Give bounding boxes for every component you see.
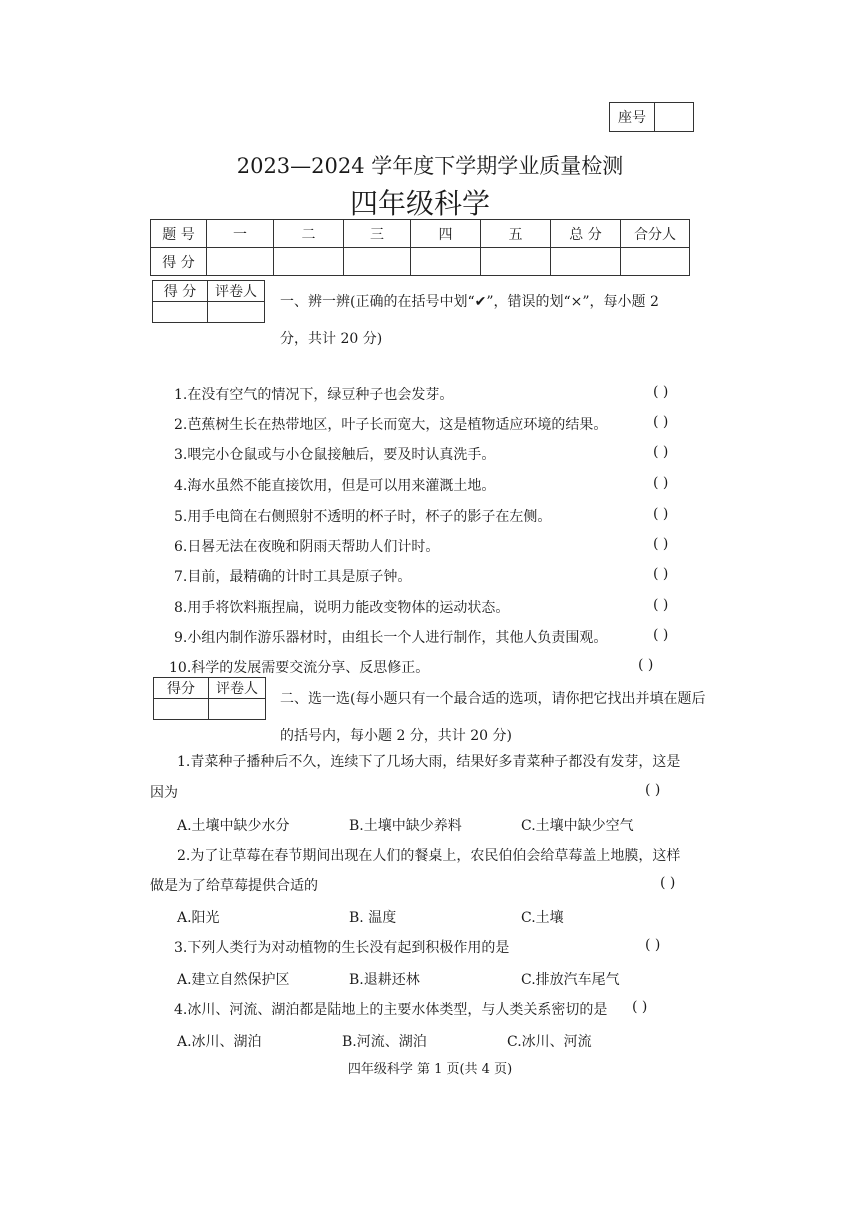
- tf-question-10: 10.科学的发展需要交流分享、反思修正。: [169, 660, 430, 676]
- answer-paren[interactable]: ( ): [653, 506, 669, 522]
- score-input-cell[interactable]: [207, 248, 274, 276]
- tf-question-8: 8.用手将饮料瓶捏扁，说明力能改变物体的运动状态。: [174, 600, 510, 616]
- score-table-header-row: [151, 220, 690, 248]
- answer-paren[interactable]: ( ): [653, 414, 669, 430]
- score-table-score-row: [151, 248, 690, 276]
- option-c[interactable]: C.土壤: [521, 910, 564, 926]
- score-input-cell[interactable]: [551, 248, 621, 276]
- answer-paren[interactable]: ( ): [653, 536, 669, 552]
- answer-paren[interactable]: ( ): [653, 444, 669, 460]
- mc-question-2-cont: 做是为了给草莓提供合适的: [150, 878, 318, 894]
- grader-score-label: 得 分: [153, 281, 208, 302]
- answer-paren[interactable]: ( ): [653, 566, 669, 582]
- score-input-cell[interactable]: [481, 248, 551, 276]
- mc-question-1-cont: 因为: [150, 785, 178, 801]
- score-table-cell: 三: [344, 220, 411, 248]
- answer-paren[interactable]: ( ): [645, 782, 661, 798]
- seat-value[interactable]: [655, 103, 694, 132]
- score-table-cell: 合分人: [621, 220, 690, 248]
- option-a[interactable]: A.冰川、湖泊: [177, 1034, 262, 1050]
- page-footer: 四年级科学 第 1 页(共 4 页): [347, 1062, 513, 1077]
- section2-instructions: [280, 681, 720, 755]
- score-table-cell: 五: [481, 220, 551, 248]
- seat-label: 座号: [610, 103, 655, 132]
- answer-paren[interactable]: ( ): [653, 475, 669, 491]
- tf-question-1: 1.在没有空气的情况下，绿豆种子也会发芽。: [174, 387, 454, 403]
- section2-instructions-line: 二、选一选(每小题只有一个最合适的选项，请你把它找出并填在题后: [280, 691, 706, 707]
- option-a[interactable]: A.建立自然保护区: [177, 972, 290, 988]
- grader-name-cell[interactable]: [208, 302, 265, 323]
- section2-instructions-line: 的括号内，每小题 2 分，共计 20 分): [280, 728, 512, 744]
- score-table-cell: 二: [274, 220, 344, 248]
- score-input-cell[interactable]: [274, 248, 344, 276]
- section1-instructions-line: 分，共计 20 分): [280, 331, 383, 347]
- option-c[interactable]: C.冰川、河流: [507, 1034, 592, 1050]
- answer-paren[interactable]: ( ): [645, 937, 661, 953]
- tf-question-3: 3.喂完小仓鼠或与小仓鼠接触后，要及时认真洗手。: [174, 447, 496, 463]
- score-table-cell: 得 分: [151, 248, 207, 276]
- score-table-cell: 一: [207, 220, 274, 248]
- score-input-cell[interactable]: [621, 248, 690, 276]
- grader-score-label: 得分: [154, 678, 209, 699]
- tf-question-5: 5.用手电筒在右侧照射不透明的杯子时，杯子的影子在左侧。: [174, 509, 552, 525]
- tf-question-7: 7.目前，最精确的计时工具是原子钟。: [174, 569, 412, 585]
- score-input-cell[interactable]: [344, 248, 411, 276]
- mc-question-4: 4.冰川、河流、湖泊都是陆地上的主要水体类型，与人类关系密切的是: [174, 1002, 608, 1018]
- grader-name-cell[interactable]: [209, 699, 266, 720]
- answer-paren[interactable]: ( ): [653, 384, 669, 400]
- option-c[interactable]: C.土壤中缺少空气: [521, 818, 634, 834]
- score-table-cell: 总 分: [551, 220, 621, 248]
- exam-title: 2023—2024 学年度下学期学业质量检测: [236, 154, 624, 178]
- tf-question-9: 9.小组内制作游乐器材时，由组长一个人进行制作，其他人负责围观。: [174, 630, 608, 646]
- tf-question-2: 2.芭蕉树生长在热带地区，叶子长而宽大，这是植物适应环境的结果。: [174, 417, 608, 433]
- answer-paren[interactable]: ( ): [660, 875, 676, 891]
- section1-grader-box: [152, 280, 265, 323]
- answer-paren[interactable]: ( ): [653, 597, 669, 613]
- grader-score-cell[interactable]: [154, 699, 209, 720]
- section1-instructions: [280, 284, 720, 358]
- option-b[interactable]: B.退耕还林: [349, 972, 420, 988]
- score-table-cell: 四: [411, 220, 481, 248]
- grader-name-label: 评卷人: [208, 281, 265, 302]
- option-a[interactable]: A.土壤中缺少水分: [177, 818, 290, 834]
- seat-number-box: [609, 102, 694, 132]
- tf-question-6: 6.日晷无法在夜晚和阴雨天帮助人们计时。: [174, 539, 440, 555]
- option-b[interactable]: B.河流、湖泊: [342, 1034, 427, 1050]
- mc-question-1: 1.青菜种子播种后不久，连续下了几场大雨，结果好多青菜种子都没有发芽，这是: [177, 754, 681, 770]
- answer-paren[interactable]: ( ): [632, 999, 648, 1015]
- grader-score-cell[interactable]: [153, 302, 208, 323]
- score-input-cell[interactable]: [411, 248, 481, 276]
- option-a[interactable]: A.阳光: [177, 910, 220, 926]
- mc-question-2: 2.为了让草莓在春节期间出现在人们的餐桌上，农民伯伯会给草莓盖上地膜，这样: [177, 848, 681, 864]
- option-b[interactable]: B. 温度: [349, 910, 397, 926]
- option-c[interactable]: C.排放汽车尾气: [521, 972, 620, 988]
- score-table: [150, 219, 690, 276]
- answer-paren[interactable]: ( ): [638, 657, 654, 673]
- tf-question-4: 4.海水虽然不能直接饮用，但是可以用来灌溉土地。: [174, 478, 496, 494]
- section2-grader-box: [153, 677, 266, 720]
- grader-name-label: 评卷人: [209, 678, 266, 699]
- answer-paren[interactable]: ( ): [653, 627, 669, 643]
- subject-title: 四年级科学: [349, 187, 490, 220]
- mc-question-3: 3.下列人类行为对动植物的生长没有起到积极作用的是: [174, 940, 510, 956]
- score-table-cell: 题 号: [151, 220, 207, 248]
- option-b[interactable]: B.土壤中缺少养料: [349, 818, 462, 834]
- section1-instructions-line: 一、辨一辨(正确的在括号中划“✔”，错误的划“×”，每小题 2: [280, 294, 659, 310]
